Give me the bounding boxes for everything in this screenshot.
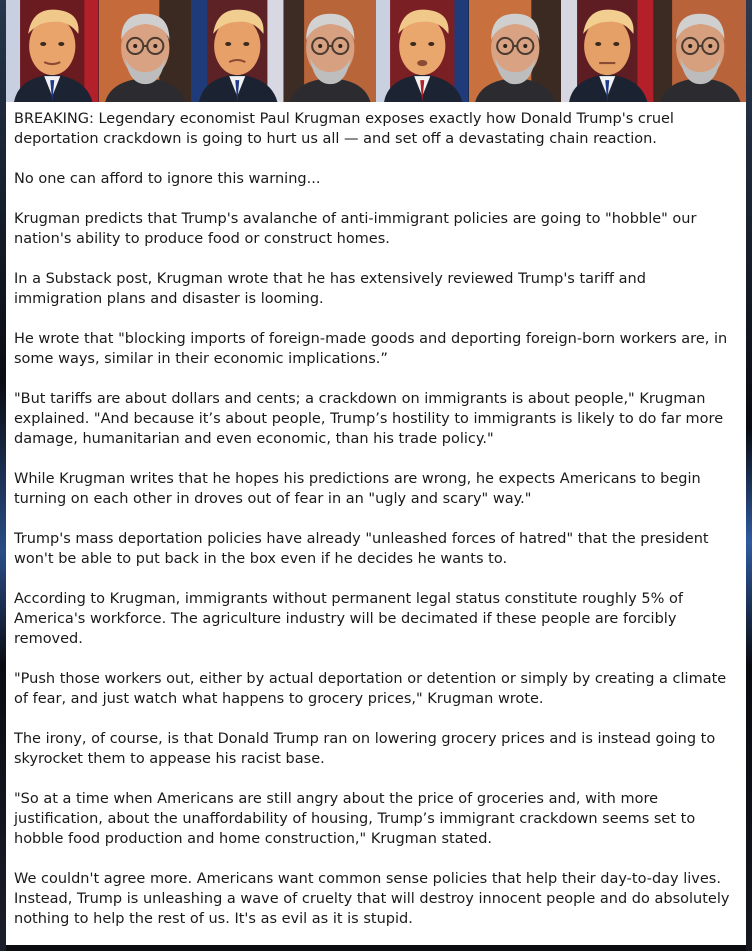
- background-edge-right: [746, 0, 752, 951]
- header-photo-strip: [6, 0, 746, 102]
- article-paragraph: "So at a time when Americans are still angry about the price of groceries and, with more justification, about the unaffordability of housing, Trump’s immigrant crackdown seems set to hobble food production and home construction," Krugman stated.: [14, 791, 696, 847]
- trump-portrait-icon: [561, 0, 654, 102]
- krugman-portrait-icon: [469, 0, 562, 102]
- article-paragraph: While Krugman writes that he hopes his predictions are wrong, he expects Americans to begin turning on each other in droves out of fear in an "ugly and scary" way.": [14, 471, 701, 507]
- trump-portrait-icon: [6, 0, 99, 102]
- krugman-portrait-icon: [284, 0, 377, 102]
- article-paragraph: According to Krugman, immigrants without permanent legal status constitute roughly 5% of America's workforce. The agriculture industry will be decimated if these people are forcibly removed.: [14, 591, 683, 647]
- article-paragraph: No one can afford to ignore this warning...: [14, 171, 321, 187]
- article-paragraph: "But tariffs are about dollars and cents; a crackdown on immigrants is about people," Krugman explained. "And because it’s about people, Trump’s hostility to immigrants is likely to do far more damage, humanitarian and even economic, than his trade policy.": [14, 391, 724, 447]
- article-paragraph: Trump's mass deportation policies have already "unleashed forces of hatred" that the president won't be able to put back in the box even if he decides he wants to.: [14, 531, 709, 567]
- article-paragraph: "Push those workers out, either by actual deportation or detention or simply by creating a climate of fear, and just watch what happens to grocery prices," Krugman wrote.: [14, 671, 727, 707]
- article-paragraph: Krugman predicts that Trump's avalanche of anti-immigrant policies are going to "hobble" our nation's ability to produce food or construct homes.: [14, 211, 697, 247]
- trump-portrait-icon: [376, 0, 469, 102]
- article-paragraph: BREAKING: Legendary economist Paul Krugman exposes exactly how Donald Trump's cruel deportation crackdown is going to hurt us all — and set off a devastating chain reaction.: [14, 111, 674, 147]
- article-paragraph: He wrote that "blocking imports of foreign-made goods and deporting foreign-born workers are, in some ways, similar in their economic implications.”: [14, 331, 728, 367]
- article-paragraph: In a Substack post, Krugman wrote that he has extensively reviewed Trump's tariff and immigration plans and disaster is looming.: [14, 271, 646, 307]
- trump-portrait-icon: [191, 0, 284, 102]
- krugman-portrait-icon: [99, 0, 192, 102]
- article-body: [6, 102, 746, 945]
- krugman-portrait-icon: [654, 0, 747, 102]
- article-paragraph: We couldn't agree more. Americans want common sense policies that help their day-to-day lives. Instead, Trump is unleashing a wave of cruelty that will destroy innocent people and do absolutely nothing to help the rest of us. It's as evil as it is stupid.: [14, 871, 730, 927]
- article-paragraph: The irony, of course, is that Donald Trump ran on lowering grocery prices and is instead going to skyrocket them to appease his racist base.: [14, 731, 716, 767]
